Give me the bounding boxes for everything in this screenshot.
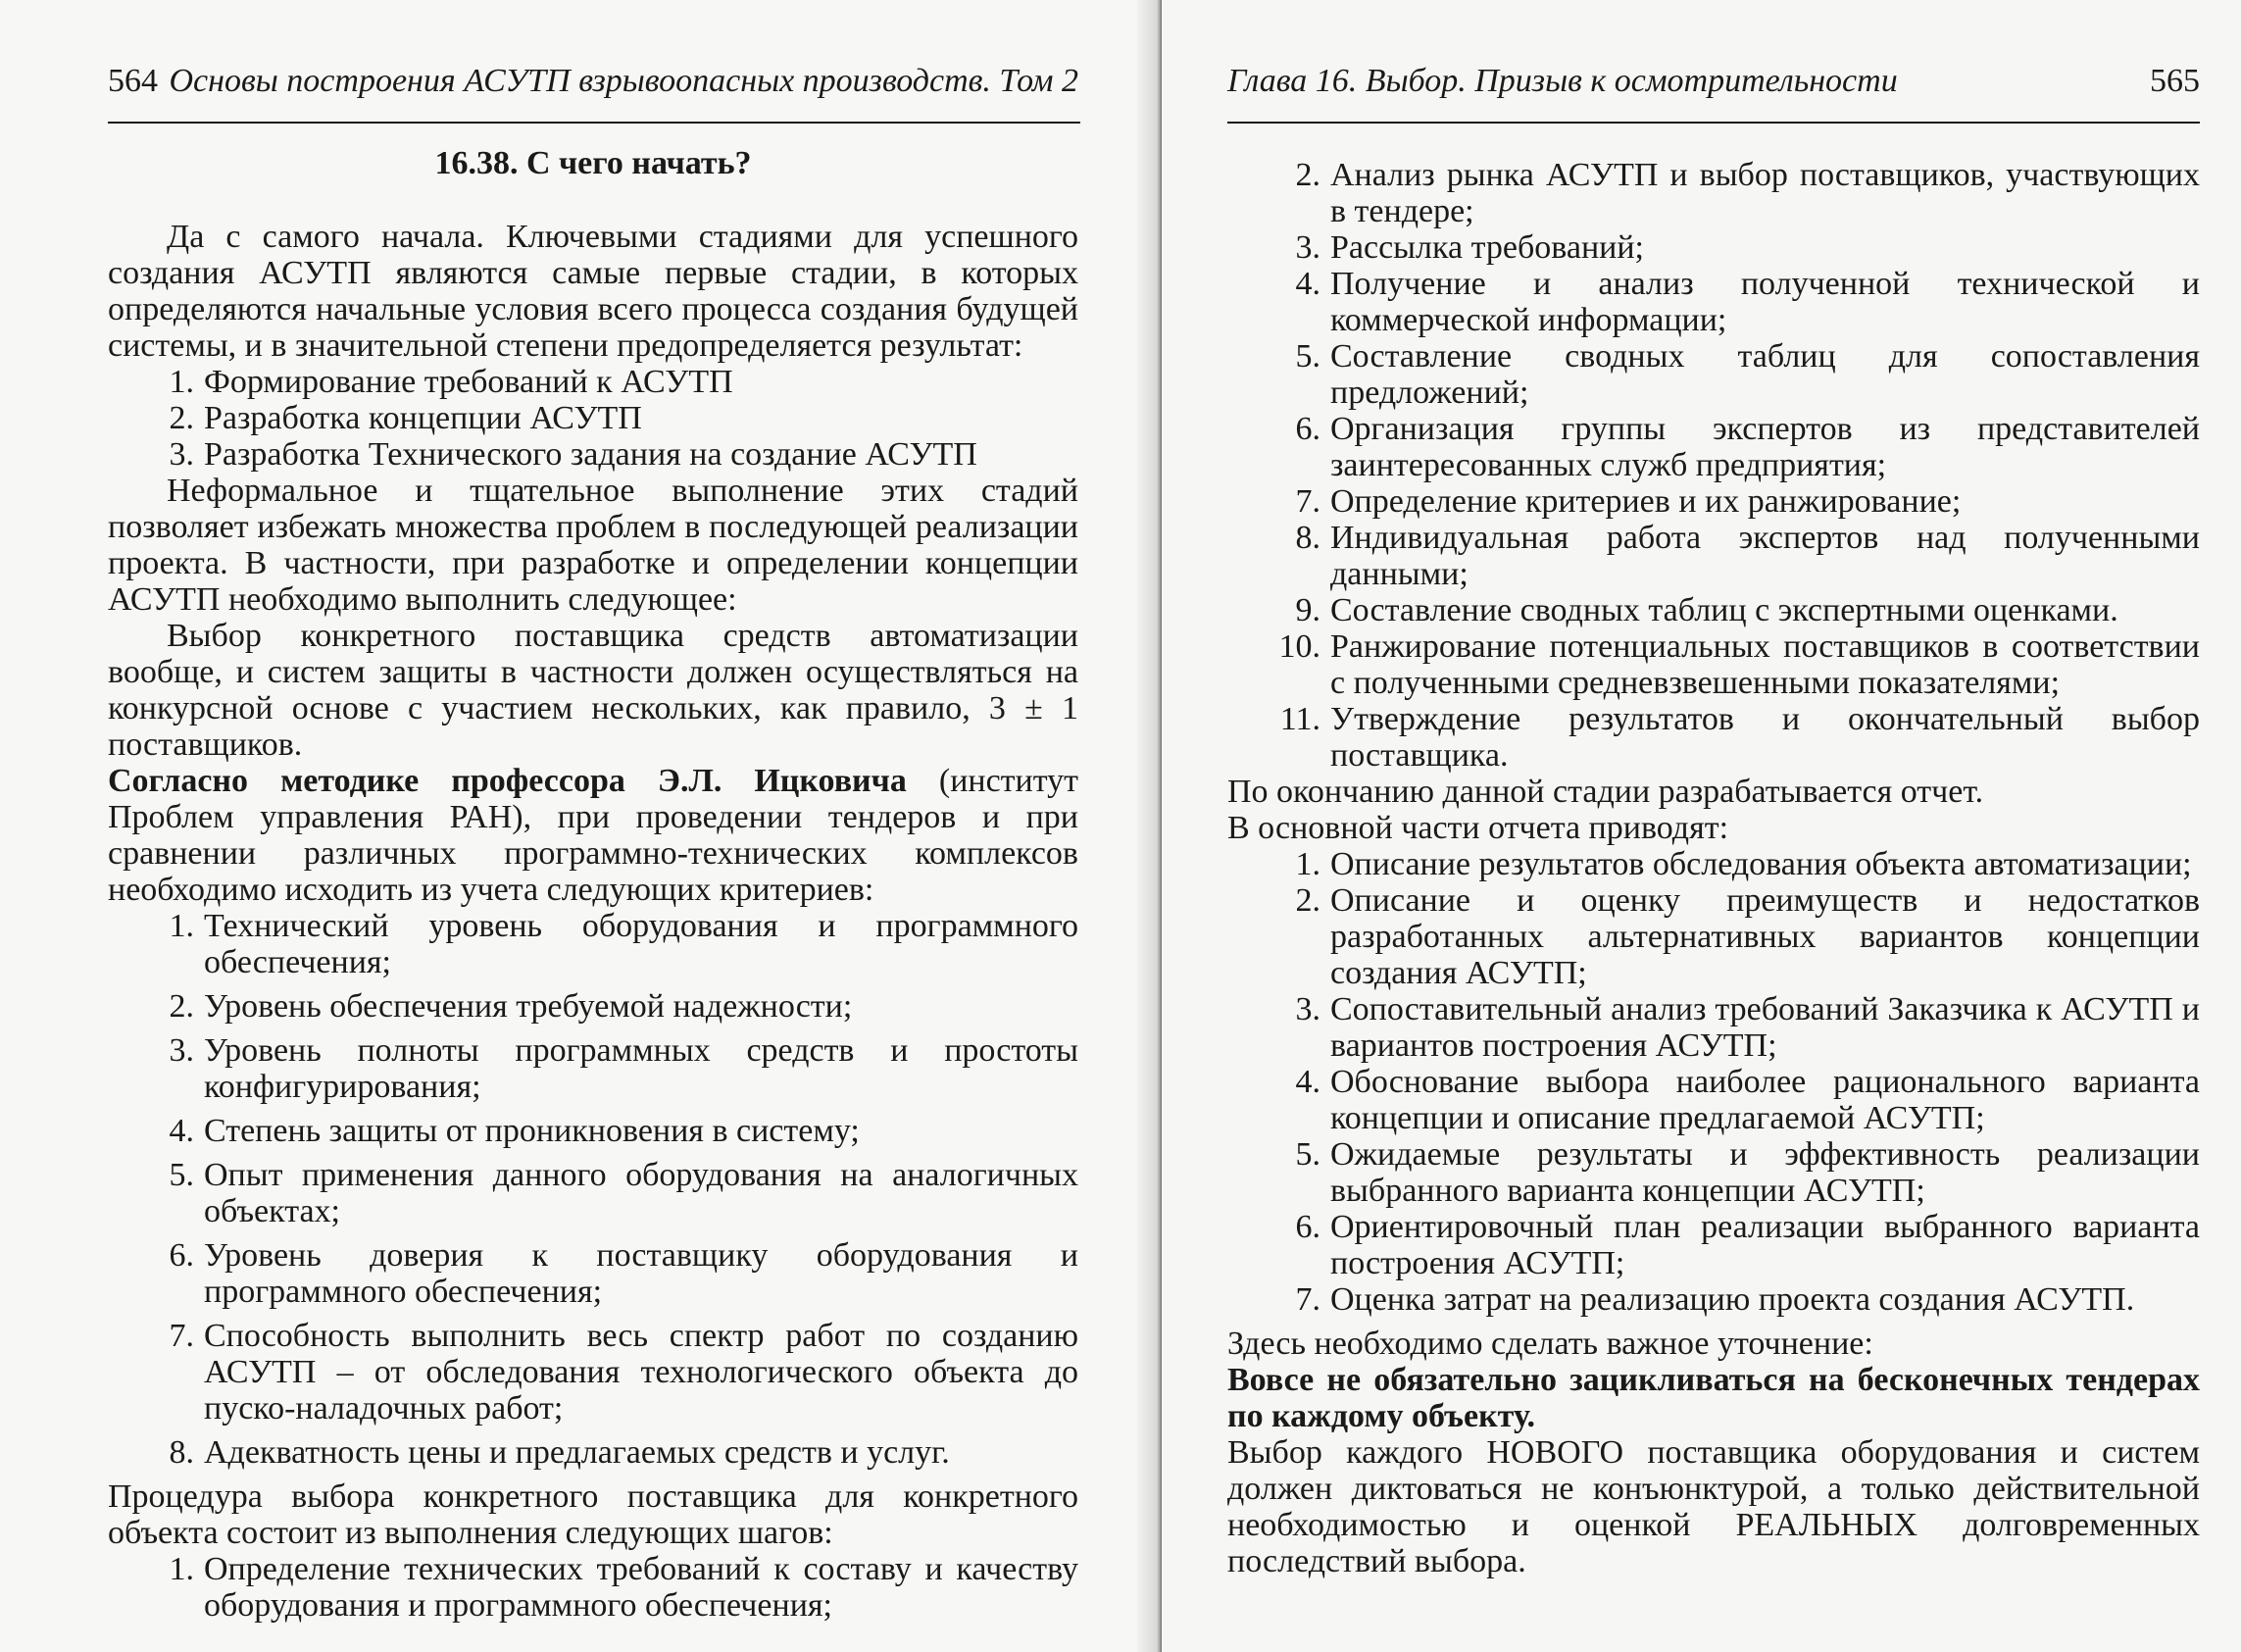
- left-paragraph-1: Да с самого начала. Ключевыми стадиями для успешного создания АСУТП являются самые первые стадии, в которых определяются начальные условия всего процесса создания будущей системы, и в значительной степени предопределяется результат:: [108, 219, 1078, 364]
- list-item: [1227, 1136, 2200, 1209]
- list-item: [108, 1318, 1078, 1427]
- list-item-text: Технический уровень оборудования и программного обеспечения;: [204, 908, 1078, 980]
- list-item-text: Способность выполнить весь спектр работ по созданию АСУТП – от обследования технологического объекта до пуско-наладочных работ;: [204, 1318, 1078, 1427]
- list-item-number: 6.: [1295, 411, 1320, 447]
- list-item-text: Ориентировочный план реализации выбранного варианта построения АСУТП;: [1330, 1209, 2200, 1281]
- list-item-text: Ранжирование потенциальных поставщиков в соответствии с полученными средневзвешенными показателями;: [1330, 628, 2200, 701]
- left-header-rule: [108, 122, 1080, 124]
- list-item: [108, 1113, 1078, 1149]
- list-item-text: Получение и анализ полученной технической и коммерческой информации;: [1330, 266, 2200, 338]
- list-item: [1227, 846, 2200, 882]
- method-description: (институт Проблем управления РАН), при проведении тендеров и при сравнении различных программно-технических комплексов необходимо исходить из учета следующих критериев:: [108, 763, 1078, 908]
- list-item: [1227, 991, 2200, 1064]
- section-title: 16.38. С чего начать?: [434, 145, 752, 181]
- list-item-number: 4.: [1295, 1064, 1320, 1100]
- left-paragraph-5: Процедура выбора конкретного поставщика для конкретного объекта состоит из выполнения следующих шагов:: [108, 1478, 1078, 1551]
- list-item: [108, 1434, 1078, 1471]
- list-item-number: 7.: [1295, 1281, 1320, 1318]
- list-item-number: 3.: [169, 1032, 194, 1069]
- list-item-text: Опыт применения данного оборудования на аналогичных объектах;: [204, 1157, 1078, 1229]
- list-item: [1227, 338, 2200, 411]
- left-running-header: [108, 63, 1078, 99]
- left-page-content: [108, 145, 1078, 1624]
- list-item-number: 10.: [1278, 628, 1320, 665]
- method-author-bold: Согласно методике профессора Э.Л. Ицковича: [108, 763, 907, 799]
- list-item: [1227, 1209, 2200, 1281]
- list-item-text: Формирование требований к АСУТП: [204, 364, 733, 400]
- list-item-text: Сопоставительный анализ требований Заказчика к АСУТП и вариантов построения АСУТП;: [1330, 991, 2200, 1064]
- right-page-number: 565: [2150, 63, 2200, 99]
- list-item-number: 1.: [169, 364, 194, 400]
- list-item: [1227, 592, 2200, 628]
- right-running-header: [1227, 63, 2200, 99]
- list-item: [1227, 411, 2200, 483]
- list-item-number: 6.: [1295, 1209, 1320, 1245]
- list-item-text: Ожидаемые результаты и эффективность реализации выбранного варианта концепции АСУТП;: [1330, 1136, 2200, 1209]
- list-item-text: Разработка концепции АСУТП: [204, 400, 642, 436]
- left-stages-list: [108, 364, 1078, 473]
- list-item-text: Определение технических требований к составу и качеству оборудования и программного обеспечения;: [204, 1551, 1078, 1624]
- list-item: [1227, 628, 2200, 701]
- left-paragraph-2: Неформальное и тщательное выполнение этих стадий позволяет избежать множества проблем в последующей реализации проекта. В частности, при разработке и определении концепции АСУТП необходимо выполнить следующее:: [108, 473, 1078, 618]
- left-running-title: Основы построения АСУТП взрывоопасных производств. Том 2: [169, 63, 1078, 99]
- list-item-text: Оценка затрат на реализацию проекта создания АСУТП.: [1330, 1281, 2135, 1318]
- list-item-number: 4.: [169, 1113, 194, 1149]
- left-paragraph-4: [108, 763, 1078, 908]
- list-item: [1227, 701, 2200, 774]
- list-item-text: Составление сводных таблиц с экспертными оценками.: [1330, 592, 2118, 628]
- list-item-number: 9.: [1295, 592, 1320, 628]
- list-item: [108, 988, 1078, 1025]
- list-item-number: 2.: [169, 400, 194, 436]
- list-item-text: Составление сводных таблиц для сопоставления предложений;: [1330, 338, 2200, 411]
- right-paragraph-1: [1227, 774, 2200, 810]
- right-report-list: [1227, 846, 2200, 1318]
- right-steps-list: [1227, 157, 2200, 774]
- list-item: [1227, 520, 2200, 592]
- list-item-text: Определение критериев и их ранжирование;: [1330, 483, 1962, 520]
- list-item-text: Описание и оценку преимуществ и недостатков разработанных альтернативных вариантов концепции создания АСУТП;: [1330, 882, 2200, 991]
- list-item-number: 6.: [169, 1237, 194, 1274]
- right-page: [1162, 0, 2241, 1652]
- list-item-text: Уровень обеспечения требуемой надежности;: [204, 988, 853, 1025]
- list-item: [1227, 157, 2200, 229]
- right-paragraph-5: Выбор каждого НОВОГО поставщика оборудования и систем должен диктоваться не конъюнктурой, а только действительной необходимостью и оценкой РЕАЛЬНЫХ долговременных последствий выбора.: [1227, 1434, 2200, 1579]
- list-item-number: 2.: [1295, 882, 1320, 919]
- list-item: [108, 364, 1078, 400]
- list-item: [1227, 483, 2200, 520]
- list-item-text: Обоснование выбора наиболее рационального варианта концепции и описание предлагаемой АСУТП;: [1330, 1064, 2200, 1136]
- list-item-number: 3.: [1295, 229, 1320, 266]
- list-item: [108, 400, 1078, 436]
- list-item-number: 2.: [1295, 157, 1320, 193]
- left-criteria-list: [108, 908, 1078, 1471]
- list-item: [108, 1032, 1078, 1105]
- list-item: [1227, 1281, 2200, 1318]
- list-item-text: Разработка Технического задания на создание АСУТП: [204, 436, 977, 473]
- list-item-text: Уровень полноты программных средств и простоты конфигурирования;: [204, 1032, 1078, 1105]
- right-header-rule: [1227, 122, 2200, 124]
- list-item: [1227, 266, 2200, 338]
- report-stage-sentence: По окончанию данной стадии разрабатывается отчет.: [1227, 774, 1984, 810]
- list-item-number: 8.: [169, 1434, 194, 1471]
- list-item: [1227, 1064, 2200, 1136]
- left-page-number: 564: [108, 63, 158, 99]
- list-item-number: 3.: [169, 436, 194, 473]
- list-item-text: Организация группы экспертов из представителей заинтересованных служб предприятия;: [1330, 411, 2200, 483]
- list-item-number: 1.: [169, 908, 194, 944]
- list-item-number: 8.: [1295, 520, 1320, 556]
- right-paragraph-4-bold: Вовсе не обязательно зацикливаться на бесконечных тендерах по каждому объекту.: [1227, 1362, 2200, 1434]
- list-item-text: Степень защиты от проникновения в систему;: [204, 1113, 860, 1149]
- list-item: [108, 1237, 1078, 1310]
- right-paragraph-2: В основной части отчета приводят:: [1227, 810, 1729, 846]
- list-item-text: Утверждение результатов и окончательный выбор поставщика.: [1330, 701, 2200, 774]
- list-item-number: 11.: [1279, 701, 1320, 737]
- list-item-number: 5.: [1295, 338, 1320, 375]
- right-running-title: Глава 16. Выбор. Призыв к осмотрительности: [1227, 63, 1898, 99]
- list-item-text: Рассылка требований;: [1330, 229, 1644, 266]
- list-item-number: 7.: [1295, 483, 1320, 520]
- list-item-number: 3.: [1295, 991, 1320, 1027]
- left-paragraph-3: Выбор конкретного поставщика средств автоматизации вообще, и систем защиты в частности должен осуществляться на конкурсной основе с участием нескольких, как правило, 3 ± 1 поставщиков.: [108, 618, 1078, 763]
- list-item-text: Описание результатов обследования объекта автоматизации;: [1330, 846, 2192, 882]
- list-item: [1227, 229, 2200, 266]
- list-item-text: Адекватность цены и предлагаемых средств и услуг.: [204, 1434, 950, 1471]
- list-item: [108, 908, 1078, 980]
- list-item-text: Анализ рынка АСУТП и выбор поставщиков, участвующих в тендере;: [1330, 157, 2200, 229]
- left-steps-list: [108, 1551, 1078, 1624]
- list-item: [108, 1157, 1078, 1229]
- list-item: [1227, 882, 2200, 991]
- right-page-content: [1227, 157, 2200, 1579]
- list-item: [108, 1551, 1078, 1624]
- list-item-number: 4.: [1295, 266, 1320, 302]
- list-item-number: 7.: [169, 1318, 194, 1354]
- list-item: [108, 436, 1078, 473]
- list-item-number: 1.: [1295, 846, 1320, 882]
- list-item-number: 5.: [1295, 1136, 1320, 1173]
- list-item-number: 1.: [169, 1551, 194, 1587]
- list-item-number: 2.: [169, 988, 194, 1025]
- list-item-number: 5.: [169, 1157, 194, 1193]
- right-paragraph-3: Здесь необходимо сделать важное уточнение:: [1227, 1326, 1873, 1362]
- list-item-text: Уровень доверия к поставщику оборудования и программного обеспечения;: [204, 1237, 1078, 1310]
- list-item-text: Индивидуальная работа экспертов над полученными данными;: [1330, 520, 2200, 592]
